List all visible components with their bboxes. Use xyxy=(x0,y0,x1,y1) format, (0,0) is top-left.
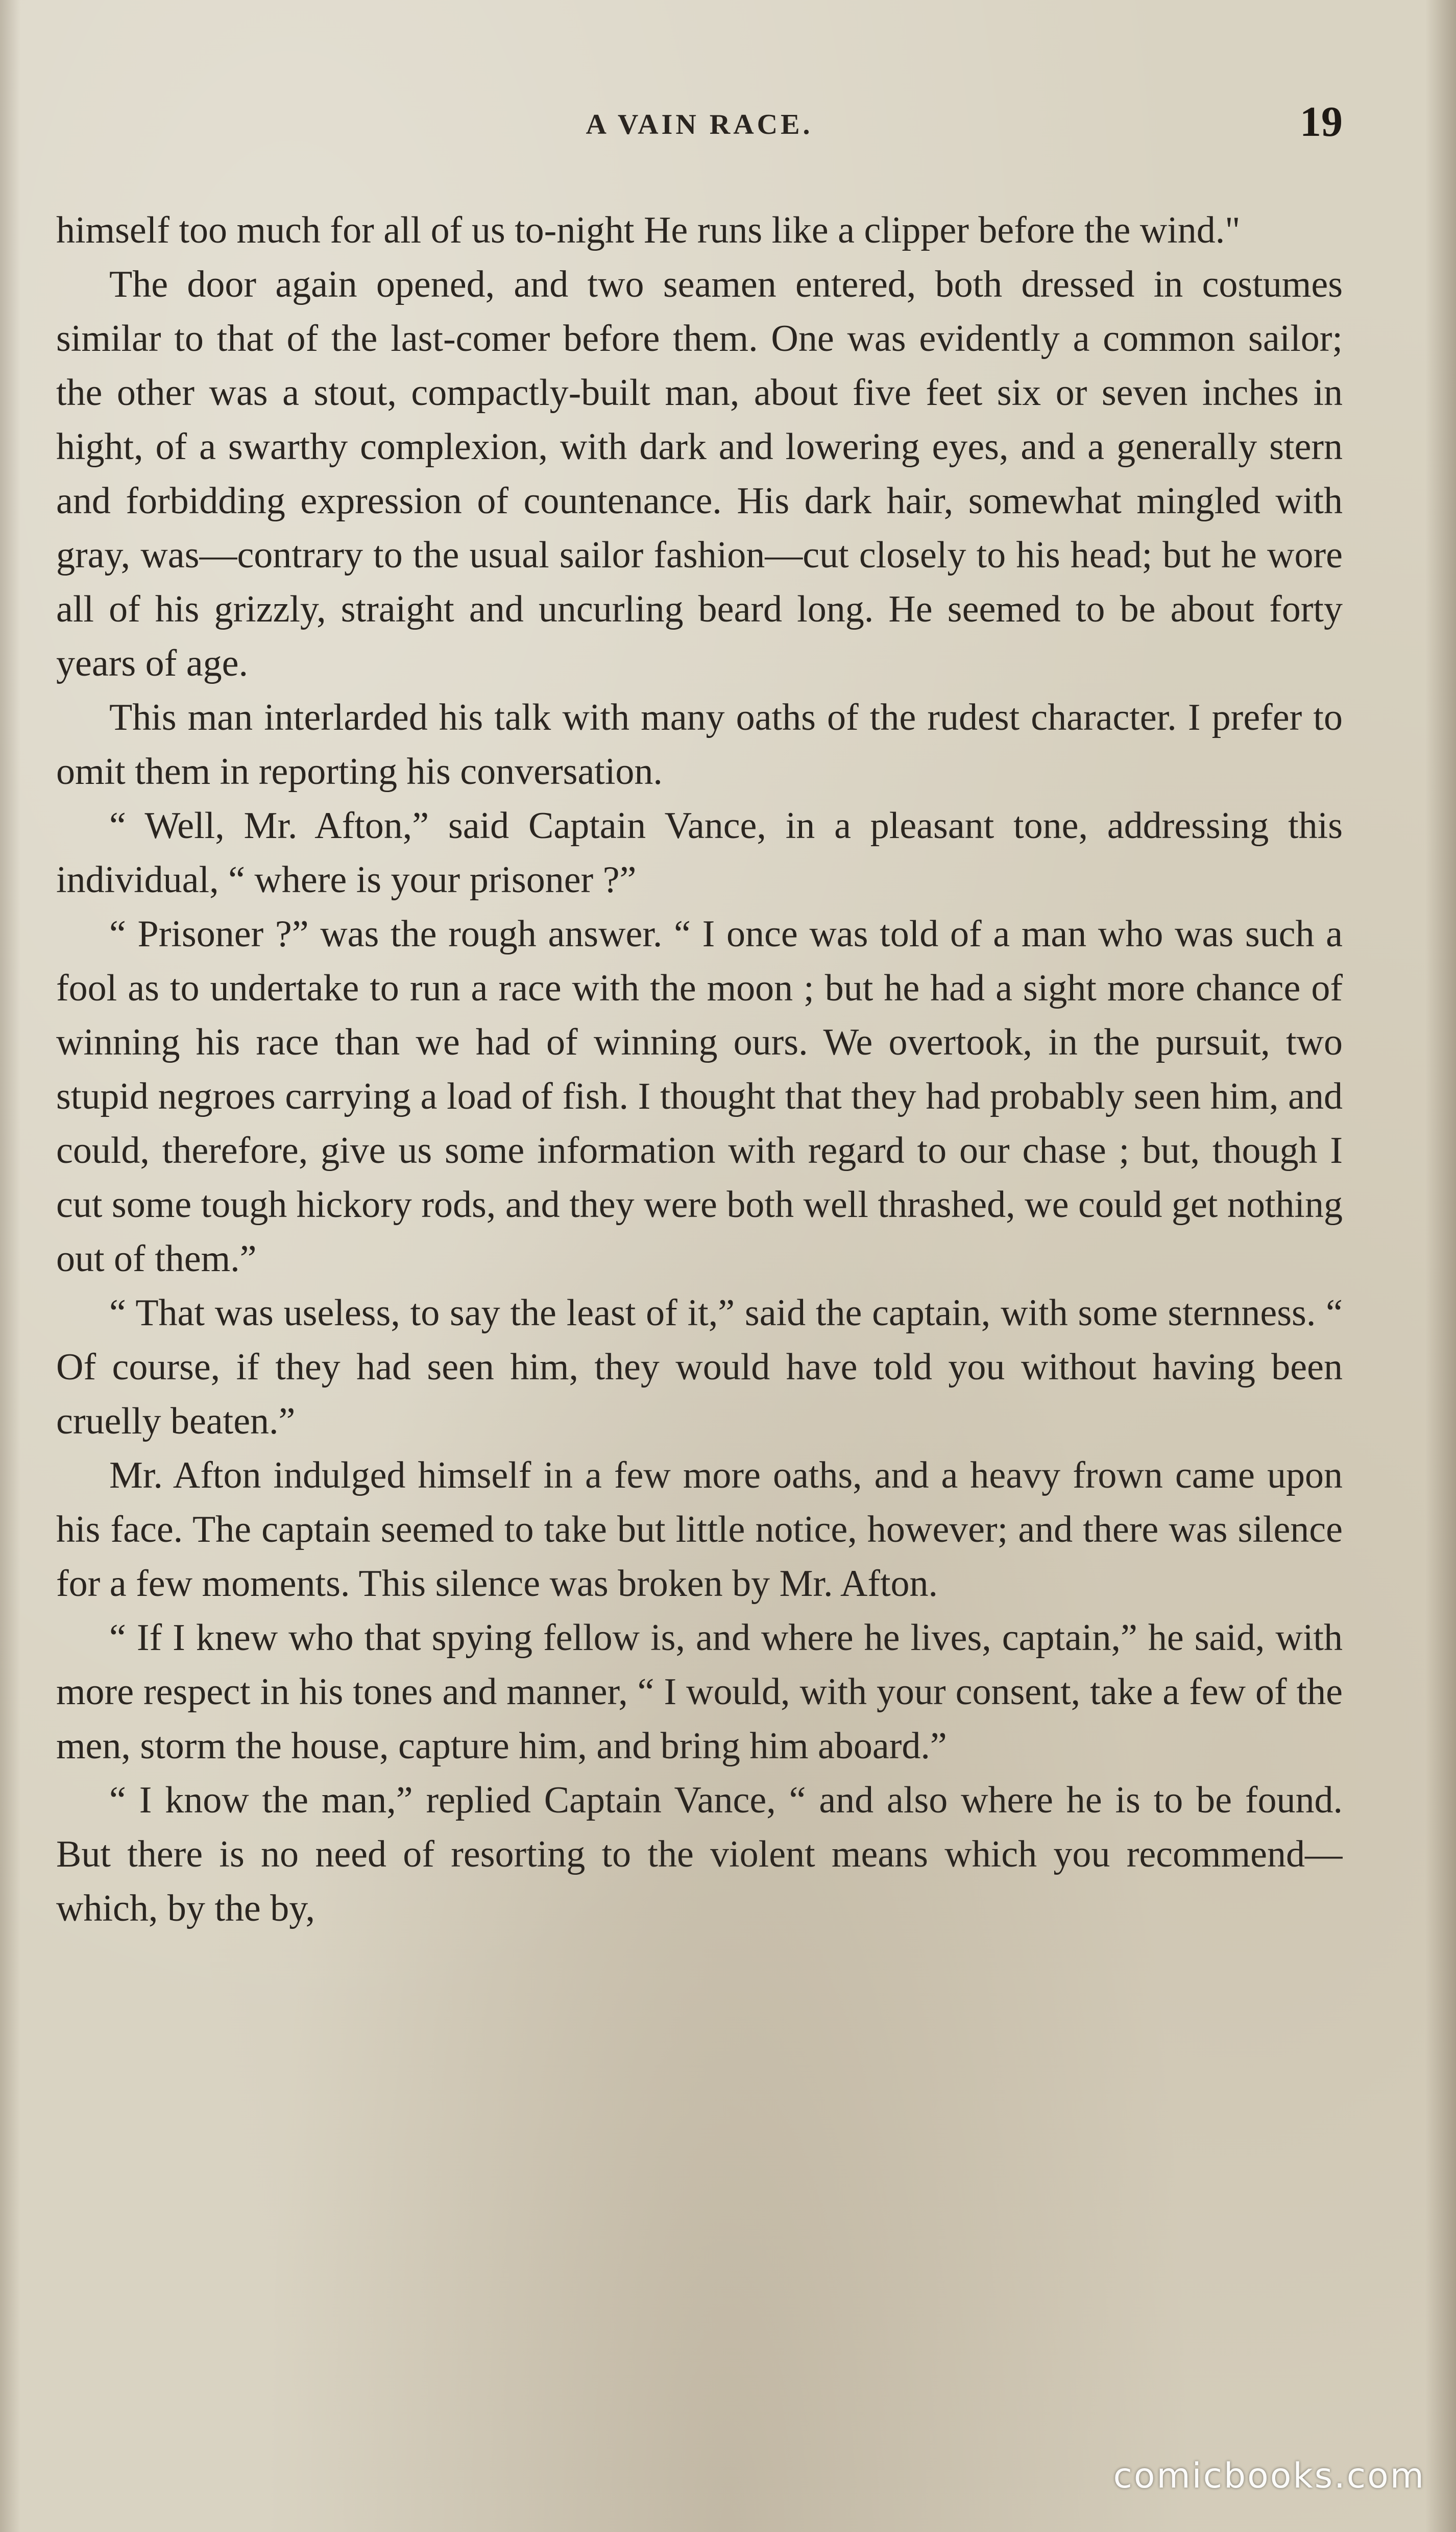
page-edge-shadow-left xyxy=(0,0,20,2532)
body-text xyxy=(56,203,1343,2374)
paragraph-1: himself too much for all of us to-night He runs like a clipper before the wind." xyxy=(56,209,1241,251)
paragraph-8: “ If I knew who that spying fellow is, and where he lives, captain,” he said, with more respect in his tones and manner, “ I would, with your consent, take a few of the men, storm the house, capture him, and bring him aboard.” xyxy=(56,1617,1343,1767)
page-edge-shadow-right xyxy=(1425,0,1456,2532)
paragraph-2: The door again opened, and two seamen entered, both dressed in costumes similar to that of the last-comer before them. One was evidently a common sailor; the other was a stout, compactly-built man, about five feet six or seven inches in hight, of a swarthy complexion, with dark and lowering eyes, and a generally stern and forbidding expression of countenance. His dark hair, somewhat mingled with gray, was—contrary to the usual sailor fashion—cut closely to his head; but he wore all of his grizzly, straight and uncurling beard long. He seemed to be about forty years of age. xyxy=(56,264,1343,684)
page-header xyxy=(56,97,1343,153)
paragraph-7: Mr. Afton indulged himself in a few more oaths, and a heavy frown came upon his face. The captain seemed to take but little notice, however; and there was silence for a few moments. This silence was broken by Mr. Afton. xyxy=(56,1454,1343,1605)
paragraph-3: This man interlarded his talk with many oaths of the rudest character. I prefer to omit them in reporting his conversation. xyxy=(56,697,1343,793)
paragraph-5: “ Prisoner ?” was the rough answer. “ I once was told of a man who was such a fool as to undertake to run a race with the moon ; but he had a sight more chance of winning his race than we had of winning ours. We overtook, in the pursuit, two stupid negroes carrying a load of fish. I thought that they had probably seen him, and could, therefore, give us some information with regard to our chase ; but, though I cut some tough hickory rods, and they were both well thrashed, we could get nothing out of them.” xyxy=(56,913,1343,1280)
running-title: A VAIN RACE. xyxy=(586,109,813,140)
watermark: comicbooks.com xyxy=(1113,2456,1425,2496)
paragraph-4: “ Well, Mr. Afton,” said Captain Vance, in a pleasant tone, addressing this individual, “ where is your prisoner ?” xyxy=(56,805,1343,901)
page-number: 19 xyxy=(1300,98,1343,146)
paragraph-6: “ That was useless, to say the least of it,” said the captain, with some sternness. “ Of course, if they had seen him, they would have told you without having been cruelly beaten.” xyxy=(56,1292,1343,1442)
paragraph-9: “ I know the man,” replied Captain Vance, “ and also where he is to be found. But there is no need of resorting to the violent means which you recommend—which, by the by, xyxy=(56,1779,1343,1929)
